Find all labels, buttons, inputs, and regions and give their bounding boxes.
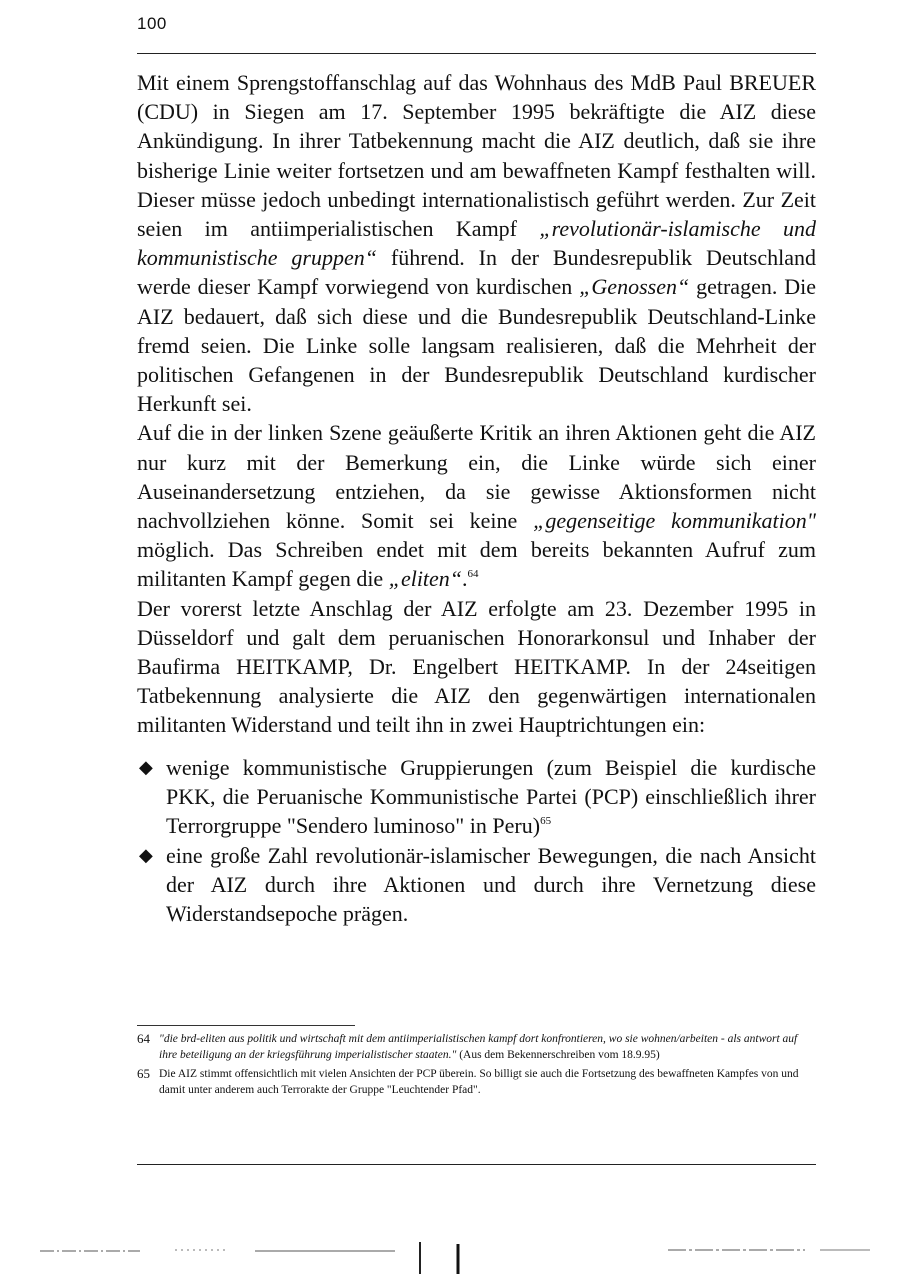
scan-artifacts — [0, 1230, 900, 1274]
footnote-number: 64 — [137, 1031, 150, 1046]
list-item-text — [166, 753, 816, 841]
text-run: Der vorerst letzte Anschlag der AIZ erfolgte am 23. Dezember 1995 in Düsseldorf und galt dem peruanischen Honorarkonsul und Inhaber der Baufirma HEITKAMP, Dr. Engelbert HEITKAMP. In der 24seitigen Tatbekennung analysierte die AIZ den gegenwärtigen internationalen militanten Widerstand und teilt ihn in zwei Hauptrichtungen ein: — [137, 595, 816, 738]
text-run: (Aus dem Bekennerschreiben vom 18.9.95) — [456, 1049, 660, 1061]
text-run: möglich. Das Schreiben endet mit dem bereits bekannten Aufruf zum militanten Kampf gegen die — [137, 537, 816, 592]
footnote-separator — [137, 1025, 355, 1026]
text-run: wenige kommunistische Gruppierungen (zum Beispiel die kurdische PKK, die Peruanische Kommunistische Partei (PCP) einschließlich ihrer Terrorgruppe "Sendero luminoso" in Peru) — [166, 755, 816, 839]
italic-quote: "die brd-eliten aus politik und wirtschaft mit dem antiimperialistischen kampf dort konfrontieren, wo sie wohnen/arbeiten - als antwort auf ihre beteiligung an der kriegsführung imperialistischer staaten." — [159, 1033, 798, 1061]
footnote-ref: 65 — [540, 815, 552, 828]
footnote — [137, 1066, 816, 1098]
text-run: getragen. Die AIZ bedauert, daß sich diese und die Bundesrepublik Deutschland-Linke fremd seien. Die Linke solle langsam realisieren, daß die Mehrheit der politischen Gefangenen in der Bundesrepublik Deutschland kurdischer Herkunft sei. — [137, 274, 817, 417]
footnote-ref: 64 — [467, 568, 479, 581]
list-item — [137, 841, 816, 929]
paragraph — [137, 68, 816, 418]
body-text — [137, 68, 816, 740]
text-run: . — [462, 566, 468, 592]
footnote-number: 65 — [137, 1066, 150, 1081]
header-rule — [137, 53, 816, 54]
page-number: 100 — [137, 14, 167, 33]
text-run: Die AIZ stimmt offensichtlich mit vielen Ansichten der PCP überein. So billigt sie auch die Fortsetzung des bewaffneten Kampfes von und damit unter anderem auch Terrorakte der Gruppe "Leuchtender Pfad". — [159, 1068, 799, 1096]
footnotes — [137, 1031, 816, 1101]
text-run: Mit einem Sprengstoffanschlag auf das Wohnhaus des MdB Paul BREUER (CDU) in Siegen am 17. September 1995 bekräftigte die AIZ diese Ankündigung. In ihrer Tatbekennung macht die AIZ deutlich, daß sie ihre bisherige Linie weiter fortsetzen und am bewaffneten Kampf festhalten will. Dieser müsse jedoch unbedingt internationalistisch geführt werden. Zur Zeit seien im antiimperialistischen Kampf — [137, 70, 816, 242]
text-run: führend. In der Bundesrepublik Deutschland werde dieser Kampf vorwiegend von kurdischen — [137, 245, 817, 300]
list-item — [137, 753, 816, 841]
list-item-text — [166, 841, 816, 929]
footnote — [137, 1031, 816, 1063]
footnote-text — [159, 1066, 816, 1098]
footnote-text — [159, 1031, 816, 1063]
paragraph — [137, 418, 816, 593]
italic-quote: „revolutionär-islamische und kommunistische gruppen“ — [137, 216, 816, 271]
italic-quote: „Genossen“ — [579, 274, 690, 300]
bullet-list — [137, 753, 816, 928]
diamond-bullet-icon: ◆ — [139, 757, 153, 777]
italic-quote: „gegenseitige kommunikation" — [533, 508, 817, 534]
text-run: Auf die in der linken Szene geäußerte Kritik an ihren Aktionen geht die AIZ nur kurz mit der Bemerkung ein, die Linke würde sich einer Auseinandersetzung entziehen, da sie gewisse Aktionsformen nicht nachvollziehen könne. Somit sei keine — [137, 420, 816, 534]
italic-quote: „eliten“ — [388, 566, 463, 592]
diamond-bullet-icon: ◆ — [139, 844, 153, 865]
text-run: eine große Zahl revolutionär-islamischer Bewegungen, die nach Ansicht der AIZ durch ihre Aktionen und durch ihre Vernetzung diese Widerstandsepoche prägen. — [166, 842, 816, 927]
paragraph — [137, 594, 816, 740]
footer-rule — [137, 1164, 816, 1165]
